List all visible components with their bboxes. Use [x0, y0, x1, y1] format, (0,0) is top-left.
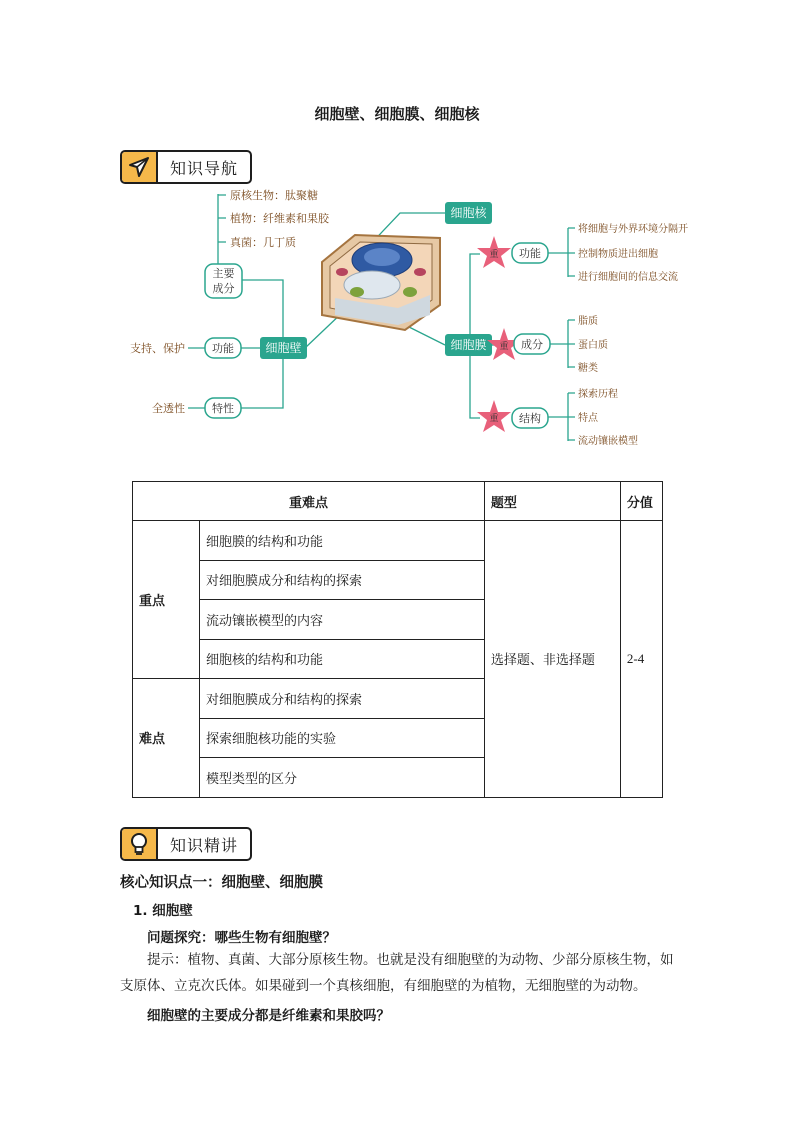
wall-component-fungi: 真菌：几丁质 [230, 236, 296, 249]
knowledge-explain-title: 知识精讲 [169, 835, 238, 855]
key-item: 对细胞膜成分和结构的探索 [200, 560, 485, 600]
wall-property-value: 全透性 [152, 402, 185, 415]
question-2: 细胞壁的主要成分都是纤维素和果胶吗？ [147, 1008, 390, 1024]
table-header-type: 题型 [484, 482, 620, 521]
wall-property-label: 特性 [212, 402, 234, 415]
knowledge-nav-header [120, 150, 252, 184]
star-mark-3: 重 [489, 414, 499, 424]
membrane-component-3: 糖类 [578, 363, 598, 374]
membrane-structure-1: 探索历程 [578, 389, 618, 400]
lightbulb-icon [122, 829, 158, 859]
membrane-component-1: 脂质 [578, 316, 598, 327]
table-header-points: 重难点 [133, 482, 485, 521]
membrane-component-label: 成分 [521, 338, 543, 351]
svg-text:成分: 成分 [212, 282, 235, 295]
score: 2-4 [620, 521, 662, 798]
key-item: 流动镶嵌模型的内容 [200, 600, 485, 640]
wall-component-plant: 植物：纤维素和果胶 [230, 212, 329, 225]
key-item: 细胞膜的结构和功能 [200, 521, 485, 561]
mind-map [0, 180, 794, 447]
membrane-node: 细胞膜 [450, 338, 487, 352]
wall-component-prokaryote: 原核生物：肽聚糖 [230, 189, 318, 202]
difficult-label: 难点 [133, 679, 200, 798]
membrane-structure-2: 特点 [578, 413, 598, 424]
knowledge-nav-title: 知识导航 [169, 158, 238, 178]
membrane-function-1: 将细胞与外界环境分隔开 [578, 224, 688, 235]
question-type: 选择题、非选择题 [484, 521, 620, 798]
sub-heading: 1. 细胞壁 [133, 903, 193, 919]
difficult-item: 对细胞膜成分和结构的探索 [200, 679, 485, 719]
wall-function-label: 功能 [212, 342, 234, 355]
star-mark-2: 重 [499, 342, 509, 352]
membrane-structure-label: 结构 [519, 412, 541, 425]
membrane-function-label: 功能 [519, 247, 541, 260]
membrane-function-3: 进行细胞间的信息交流 [578, 272, 678, 283]
plant-cell-illustration [322, 235, 440, 330]
page-title: 细胞壁、细胞膜、细胞核 [314, 105, 480, 123]
membrane-structure-3: 流动镶嵌模型 [578, 436, 638, 447]
cell-wall-node: 细胞壁 [265, 341, 302, 355]
question-1: 问题探究：哪些生物有细胞壁？ [147, 930, 336, 946]
section-heading: 核心知识点一：细胞壁、细胞膜 [120, 875, 323, 891]
nucleus-node: 细胞核 [450, 206, 487, 220]
paper-plane-icon [122, 152, 158, 182]
wall-function-value: 支持、保护 [130, 342, 185, 355]
difficult-item: 模型类型的区分 [200, 758, 485, 798]
key-item: 细胞核的结构和功能 [200, 639, 485, 679]
knowledge-explain-header [120, 827, 252, 861]
membrane-component-2: 蛋白质 [578, 340, 608, 351]
answer-1: 提示：植物、真菌、大部分原核生物。也就是没有细胞壁的为动物、少部分原核生物，如支原体、立克次氏体。如果碰到一个真核细胞，有细胞壁的为植物，无细胞壁的为动物。 [120, 952, 674, 994]
difficult-item: 探索细胞核功能的实验 [200, 718, 485, 758]
star-mark-1: 重 [489, 250, 499, 260]
table-header-score: 分值 [620, 482, 662, 521]
svg-text:主要: 主要 [212, 267, 235, 280]
key-label: 重点 [133, 521, 200, 679]
key-points-table [132, 481, 663, 798]
membrane-function-2: 控制物质进出细胞 [578, 249, 658, 260]
